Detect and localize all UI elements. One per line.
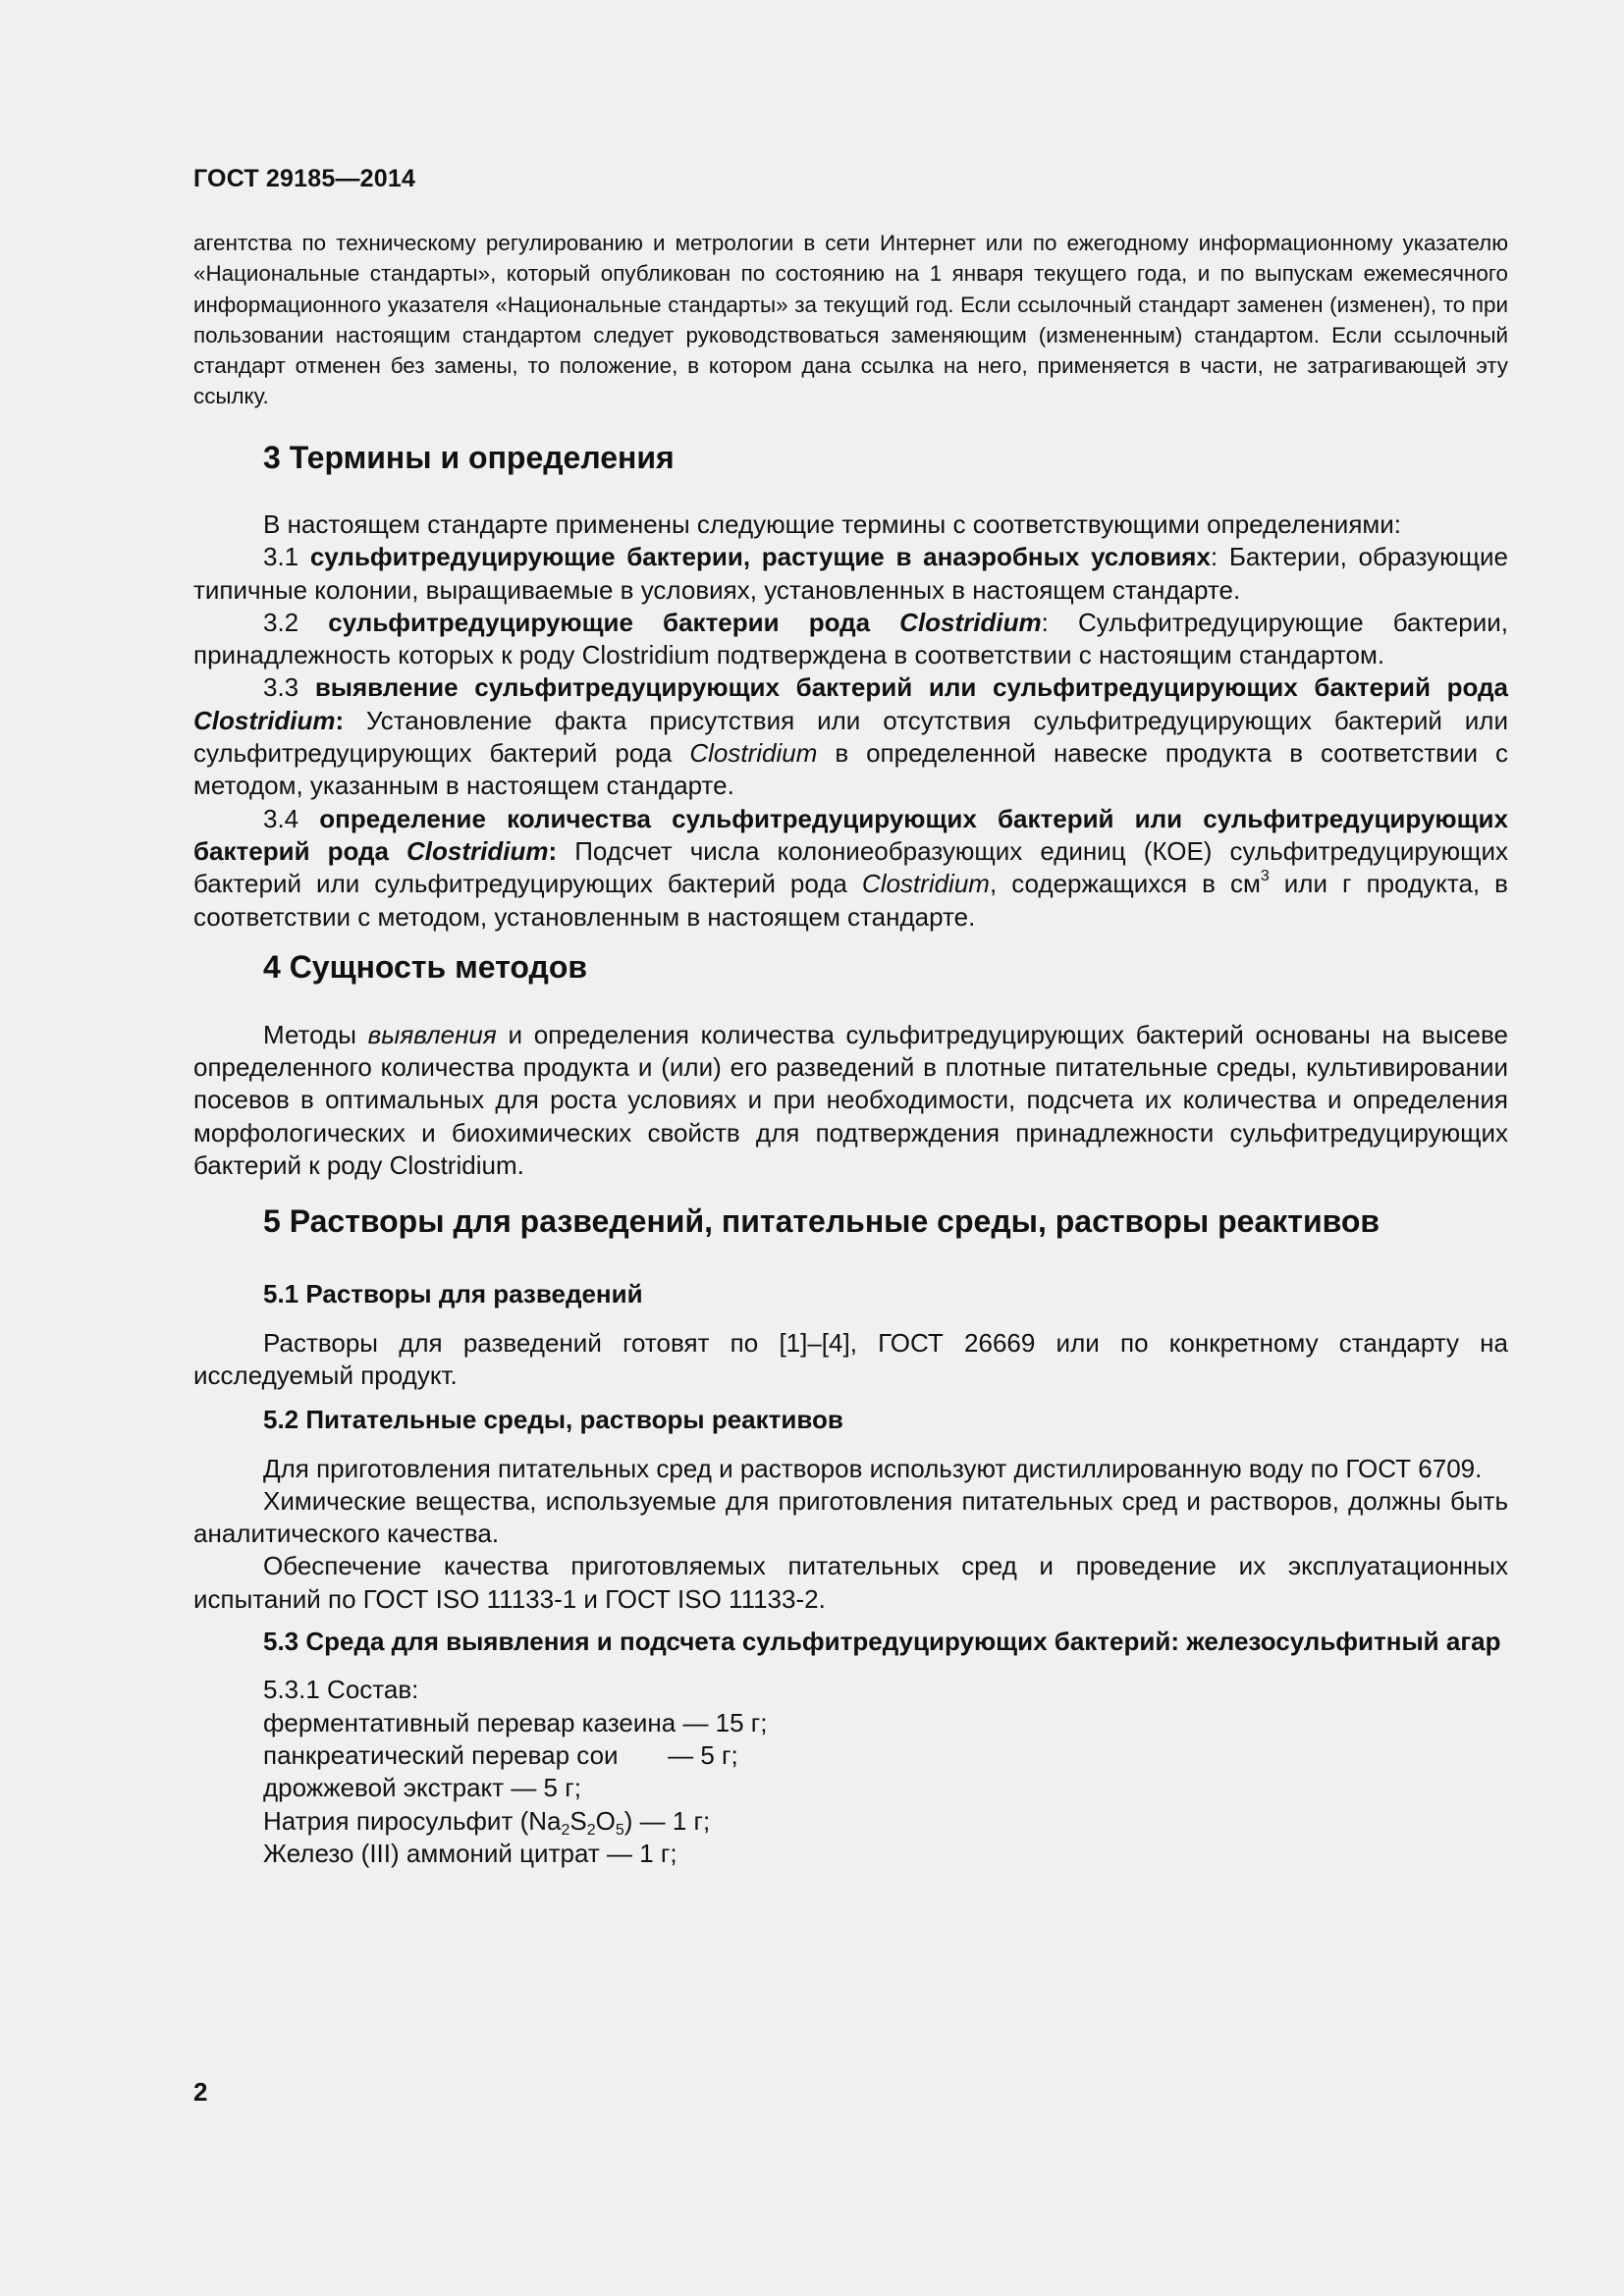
- term-3-1: 3.1 сульфитредуцирующие бактерии, растущие в анаэробных условиях: Бактерии, образующие типичные колонии, выращиваемые в условиях, установленных в настоящем стандарте.: [193, 542, 1508, 605]
- term-3-4: 3.4 определение количества сульфитредуцирующих бактерий или сульфитредуцирующих бактерий рода Clostridium: Подсчет числа колониеобразующих единиц (КОЕ) сульфитредуцирующих бактерий или сульфитредуцирующих бактерий рода Clostridium, содержащихся в $см^3$ или г продукта, в соответствии с методом, установленным в настоящем стандарте.: [193, 803, 1508, 932]
- subsection-5-2-heading: 5.2 Питательные среды, растворы реактивов: [263, 1405, 843, 1435]
- subsection-5-2-p1: Для приготовления питательных сред и растворов используют дистиллированную воду по ГОСТ 6709.: [263, 1453, 1483, 1483]
- composition-item-2: панкреатический перевар сои — 5 г;: [263, 1739, 738, 1770]
- subsection-5-2-p3: Обеспечение качества приготовляемых питательных сред и проведение их эксплуатационных испытаний по ГОСТ ISO 11133-1 и ГОСТ ISO 11133-2.: [193, 1551, 1508, 1614]
- section-5-heading: 5 Растворы для разведений, питательные среды, растворы реактивов: [263, 1203, 1380, 1240]
- document-header: ГОСТ 29185—2014: [193, 165, 416, 192]
- composition-item-1: ферментативный перевар казеина — 15 г;: [263, 1707, 768, 1737]
- intro-paragraph: агентства по техническому регулированию и метрологии в сети Интернет или по ежегодному информационному указателю «Национальные стандарты», который опубликован по состоянию на 1 января текущего года, и по выпускам ежемесячного информационного указателя «Национальные стандарты» за текущий год. Если ссылочный стандарт заменен (изменен), то при пользовании настоящим стандартом следует руководствоваться заменяющим (измененным) стандартом. Если ссылочный стандарт отменен без замены, то положение, в котором дана ссылка на него, применяется в части, не затрагивающей эту ссылку.: [193, 231, 1508, 409]
- composition-label: 5.3.1 Состав:: [263, 1675, 419, 1705]
- section-4-heading: 4 Сущность методов: [263, 948, 588, 985]
- term-3-3: 3.3 выявление сульфитредуцирующих бактерий или сульфитредуцирующих бактерий рода Clostridium: Установление факта присутствия или отсутствия сульфитредуцирующих бактерий или сульфитредуцирующих бактерий рода Clostridium в определенной навеске продукта в соответствии с методом, указанным в настоящем стандарте.: [193, 672, 1508, 801]
- section-3-heading: 3 Термины и определения: [263, 440, 675, 475]
- page-number: 2: [193, 2077, 208, 2107]
- composition-item-4: Натрия пиросульфит $(Na_2S_2O_5)$ — 1 г;: [263, 1805, 711, 1839]
- subsection-5-1-heading: 5.1 Растворы для разведений: [263, 1279, 643, 1309]
- subsection-5-2-p2: Химические вещества, используемые для приготовления питательных сред и растворов, должны быть аналитического качества.: [193, 1485, 1508, 1549]
- subsection-5-1-text: Растворы для разведений готовят по [1]–[4], ГОСТ 26669 или по конкретному стандарту на исследуемый продукт.: [193, 1327, 1508, 1390]
- document-body: [193, 438, 1508, 1870]
- composition-item-3: дрожжевой экстракт — 5 г;: [263, 1773, 581, 1803]
- term-3-2: 3.2 сульфитредуцирующие бактерии рода Clostridium: Сульфитредуцирующие бактерии, принадлежность которых к роду Clostridium подтверждена в соответствии с настоящим стандартом.: [193, 607, 1508, 670]
- composition-item-5: Железо (III) аммоний цитрат — 1 г;: [263, 1838, 677, 1868]
- composition-list: [193, 1674, 1508, 1870]
- subsection-5-3-heading: 5.3 Среда для выявления и подсчета сульфитредуцирующих бактерий: железосульфитный агар: [263, 1627, 1501, 1657]
- section-4-paragraph: Методы выявления и определения количества сульфитредуцирующих бактерий основаны на высеве определенного количества продукта и (или) его разведений в плотные питательные среды, культивировании посевов в оптимальных для роста условиях и при необходимости, подсчета их количества и определения морфологических и биохимических свойств для подтверждения принадлежности сульфитредуцирующих бактерий к роду Clostridium.: [193, 1019, 1508, 1181]
- section-3-lead: В настоящем стандарте применены следующие термины с соответствующими определениями:: [263, 509, 1402, 539]
